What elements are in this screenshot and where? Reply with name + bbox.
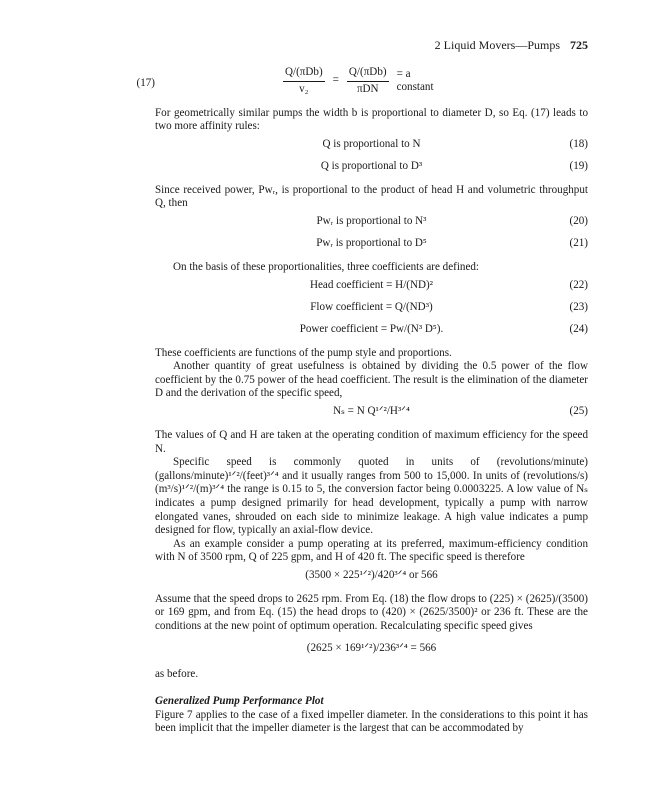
page-number: 725 [570, 38, 588, 52]
equation-25 [155, 401, 588, 423]
fraction-right [347, 66, 389, 96]
equation-text: Pwᵣ is proportional to N³ [316, 214, 427, 227]
equation-text: Nₛ = N Q¹ᐟ²/H³ᐟ⁴ [333, 404, 410, 417]
paragraph: On the basis of these proportionalities, three coefficients are defined: [173, 260, 479, 273]
equation-23 [155, 297, 588, 319]
equation-rhs: = a constant [396, 67, 434, 94]
paragraph: Figure 7 applies to the case of a fixed impeller diameter. In the considerations to this point it has been implicit that the impeller diameter is the largest that can be accommodated by [155, 708, 588, 735]
equation-number: (24) [569, 322, 588, 335]
equation-18 [155, 134, 588, 156]
running-header [155, 38, 588, 53]
equation-number: (22) [569, 278, 588, 291]
paragraph: As an example consider a pump operating at its preferred, maximum-efficiency condition with N of 3500 rpm, Q of 225 gpm, and H of 420 ft. The specific speed is therefore [155, 537, 588, 564]
equation-24 [155, 319, 588, 341]
equation-number: (18) [569, 137, 588, 150]
paragraph: as before. [155, 667, 199, 680]
paragraph: These coefficients are functions of the pump style and proportions. [155, 346, 452, 359]
equation-number: (17) [136, 77, 155, 89]
equation-text: Flow coefficient = Q/(ND³) [310, 300, 433, 313]
equation-specific-speed-example [155, 565, 588, 587]
equation-number: (25) [569, 404, 588, 417]
paragraph: For geometrically similar pumps the width b is proportional to diameter D, so Eq. (17) leads to two more affinity rules: [155, 106, 588, 133]
section-heading: Generalized Pump Performance Plot [155, 695, 324, 708]
equation-text: Q is proportional to D³ [320, 159, 423, 172]
equation-20 [155, 211, 588, 233]
paragraph: The values of Q and H are taken at the operating condition of maximum efficiency for the speed N. [155, 428, 588, 455]
equation-22 [155, 275, 588, 297]
equation-text: Pwᵣ is proportional to D⁵ [316, 236, 427, 249]
equation-number: (23) [569, 300, 588, 313]
paragraph: Specific speed is commonly quoted in units of (revolutions/minute) (gallons/minute)¹ᐟ²/(feet)³ᐟ⁴ and it usually ranges from 500 to 15,000. In units of (revolutions/s) (m³/s)¹ᐟ²/(m)³ᐟ⁴ the range is 0.15 to 5, the conversion factor being 0.0003225. A low value of Nₛ indicates a pump designed primarily for head development, typically a pump with narrow elongated vanes, shrouded on each side to minimize leakage. A high value indicates a pump designed for flow, typically an axial-flow device. [155, 456, 588, 537]
fraction-numerator: Q/(πDb) [347, 66, 389, 82]
paragraph: Since received power, Pwᵣ, is proportional to the product of head H and volumetric throughput Q, then [155, 183, 588, 210]
equation-text: Head coefficient = H/(ND)² [309, 278, 434, 291]
equation-number: (21) [569, 236, 588, 249]
paragraph: Another quantity of great usefulness is obtained by dividing the 0.5 power of the flow coefficient by the 0.75 power of the head coefficient. The result is the elimination of the diameter D and the derivation of the specific speed, [155, 360, 588, 400]
fraction-left [283, 66, 325, 96]
equation-recalculated-speed [155, 634, 588, 662]
paragraph: Assume that the speed drops to 2625 rpm. From Eq. (18) the flow drops to (225) × (2625)/(3500) or 169 gpm, and from Eq. (15) the head drops to (420) × (2625/3500)² or 236 ft. These are the conditions at the new point of optimum operation. Recalculating specific speed gives [155, 592, 588, 633]
page-body: $\frac{\text{Q/(πDb)}}{\text{v₂}}$ = $\frac{\text{Q/(πDb)}}{\text{πDN}}$ = a constant (17) For geometrically similar pumps the width b is proportional to diameter D, so Eq. (17) leads to two more affinity rules: Q is proportional to N (18) Q is proportional to D³ (19) Since received power, Pwᵣ, is proportional to the product of head H and volumetric throughput Q, then Pwᵣ is proportional to N³ (20) Pwᵣ is proportional to D⁵ (21) On the basis of these proportionalities, three coefficients are defined: Head coefficient = H/(ND)² (22) Flow coefficient = Q/(ND³) (23) Power coefficient = Pw/(N³ D⁵). (24) These coefficients are functions of the pump style and proportions. Another quantity of great usefulness is obtained by dividing the 0.5 power of the flow coefficient by the 0.75 power of the head coefficient. The result is the elimination of the diameter D and the derivation of the specific speed, Nₛ = N Q¹ᐟ²/H³ᐟ⁴ (25) The values of Q and H are taken at the operating condition of maximum efficiency for the speed N. Specific speed is commonly quoted in units of (revolutions/minute) (gallons/minute)¹ᐟ²/(feet)³ᐟ⁴ and it usually ranges from 500 to 15,000. In units of (revolutions/s) (m³/s)¹ᐟ²/(m)³ᐟ⁴ the range is 0.15 to 5, the conversion factor being 0.0003225. A low value of Nₛ indicates a pump designed primarily for head development, typically a pump with narrow elongated vanes, shrouded on each side to minimize leakage. A high value indicates a pump designed for flow, typically an axial-flow device. As an example consider a pump operating at its preferred, maximum-efficiency condition with N of 3500 rpm, Q of 225 gpm, and H of 420 ft. The specific speed is therefore (3500 × 225¹ᐟ²)/420³ᐟ⁴ or 566 Assume that the speed drops to 2625 rpm. From Eq. (18) the flow drops to (225) × (2625)/(3500) or 169 gpm, and from Eq. (15) the head drops to (420) × (2625/3500)² or 236 ft. These are the conditions at the new point of optimum operation. Recalculating specific speed gives (2625 × 169¹ᐟ²)/236³ᐟ⁴ = 566 as before. Generalized Pump Performance Plot Figure 7 applies to the case of a fixed impeller diameter. In the considerations to this point it has been implicit that the impeller diameter is the largest that can be accommodated by [136, 66, 588, 735]
equation-19 [155, 156, 588, 178]
equation-21 [155, 233, 588, 255]
fraction-denominator: v₂ [299, 82, 309, 95]
running-title: 2 Liquid Movers—Pumps [434, 38, 560, 52]
equation-text: (3500 × 225¹ᐟ²)/420³ᐟ⁴ or 566 [305, 568, 438, 581]
fraction-denominator: πDN [356, 82, 379, 95]
equation-text: Q is proportional to N [322, 137, 421, 150]
equation-number: (19) [569, 159, 588, 172]
equation-text: Power coefficient = Pw/(N³ D⁵). [299, 322, 444, 335]
fraction-numerator: Q/(πDb) [283, 66, 325, 82]
equation-text: (2625 × 169¹ᐟ²)/236³ᐟ⁴ = 566 [306, 641, 437, 654]
equation-number: (20) [569, 214, 588, 227]
